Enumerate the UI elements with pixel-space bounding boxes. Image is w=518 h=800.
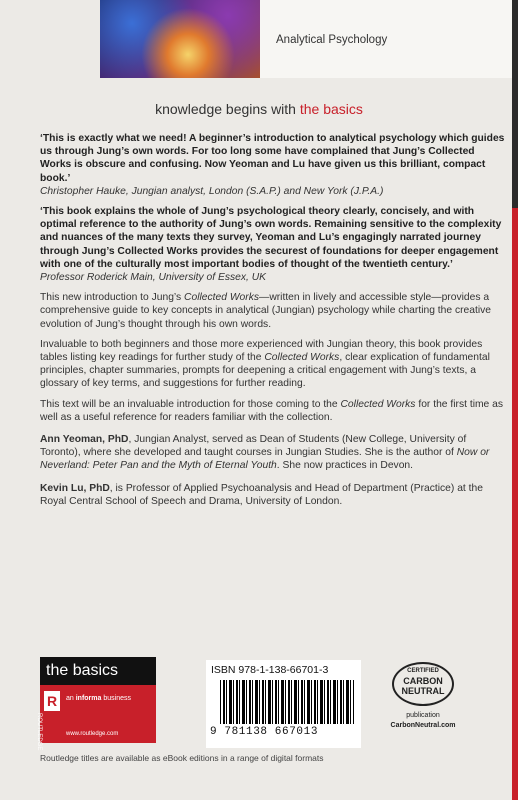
description-paragraph xyxy=(40,398,505,424)
publisher-logo xyxy=(36,657,156,751)
endorsement-attribution: Professor Roderick Main, University of Essex, UK xyxy=(40,272,267,284)
text-run: business xyxy=(101,695,131,702)
seal-publication: publication xyxy=(406,712,440,719)
author-bio xyxy=(40,482,505,508)
seal-neutral: NEUTRAL xyxy=(401,686,445,696)
endorsement-quote: ‘This book explains the whole of Jung’s psychological theory clearly, concisely, and with optimal reference to the authority of Jung’s own words. Remaining sensitive to the complexity and nuances of the many texts they survey, Yeoman and Lu’s engagingly narrated journey through Jung’s Collected Works provides the securest of foundations for deeper engagement with one of the culturally most important bodies of thought of the twentieth century.’ xyxy=(40,206,502,270)
seal-certified: CERTIFIED xyxy=(407,668,439,674)
title-emphasis: Collected Works xyxy=(340,398,416,410)
text-run: an xyxy=(66,695,76,702)
publisher-url: www.routledge.com xyxy=(66,731,119,737)
back-cover-text xyxy=(40,132,505,508)
endorsement-attribution: Christopher Hauke, Jungian analyst, London (S.A.P.) and New York (J.P.A.) xyxy=(40,185,384,197)
tagline-prefix: knowledge begins with xyxy=(155,101,296,117)
informa-line xyxy=(66,695,131,702)
series-logo: the basics xyxy=(40,657,156,685)
tagline xyxy=(0,101,518,117)
cover-artwork xyxy=(100,0,260,78)
barcode-number: 9 781138 667013 xyxy=(210,726,319,738)
text-run: This new introduction to Jung’s xyxy=(40,292,185,304)
author-name: Kevin Lu, PhD xyxy=(40,482,110,494)
ebook-note: Routledge titles are available as eBook editions in a range of digital formats xyxy=(40,753,324,763)
isbn-label: ISBN 978-1-138-66701-3 xyxy=(211,664,329,676)
description-paragraph xyxy=(40,291,505,331)
author-name: Ann Yeoman, PhD xyxy=(40,434,129,446)
text-run: , is Professor of Applied Psychoanalysis and Head of Department (Practice) at the Royal Central School of Speech and Drama, University of London. xyxy=(40,482,483,507)
title-emphasis: Collected Works xyxy=(184,292,260,304)
text-run: This text will be an invaluable introduction for those coming to the xyxy=(40,398,341,410)
informa-name: informa xyxy=(75,695,102,702)
routledge-panel xyxy=(36,685,156,751)
text-run: for the first time as well as a useful reference for readers familiar with the collection. xyxy=(40,398,504,423)
carbon-neutral-seal-icon xyxy=(392,662,454,706)
barcode-panel xyxy=(206,660,361,748)
text-run: —written in lively and accessible style—provides a comprehensive guide to key concepts in analytical (Jungian) psychology while charting the creative evolution of Jung’s thought through his own words. xyxy=(40,292,492,330)
routledge-wordmark: ROUTLEDGE xyxy=(36,713,42,751)
text-run: Invaluable to both beginners and those more experienced with Jungian theory, this book provides tables listing key readings for further study of the xyxy=(40,338,483,364)
endorsement-quote: ‘This is exactly what we need! A beginner’s introduction to analytical psychology which guides us through Jung’s own words. For too long some have complained that Jung’s Collected Works is obscure and confusing. Now Yeoman and Lu have given us this brilliant, compact book.’ xyxy=(40,133,505,184)
carbon-neutral-badge xyxy=(368,662,478,752)
description-paragraph xyxy=(40,338,505,391)
tagline-accent: the basics xyxy=(299,101,363,117)
title-emphasis: Now or Neverland: Peter Pan and the Myth of Eternal Youth xyxy=(40,447,490,472)
text-run: , clear explication of fundamental principles, chapter summaries, prompts for deepening a critical engagement with Jung’s texts, a glossary of key terms, and suggestions for further reading. xyxy=(40,352,490,390)
spine-edge xyxy=(512,0,518,800)
title-emphasis: Collected Works xyxy=(264,352,340,364)
seal-url: CarbonNeutral.com xyxy=(390,722,456,729)
seal-carbon: CARBON xyxy=(403,676,443,686)
routledge-r-icon: R xyxy=(44,691,60,711)
text-run: . She now practices in Devon. xyxy=(276,460,414,472)
author-bio xyxy=(40,433,505,473)
barcode-icon xyxy=(220,680,354,724)
series-label: Analytical Psychology xyxy=(276,34,388,46)
text-run: , Jungian Analyst, served as Dean of Students (New College, University of Toronto), where she developed and taught courses in Jungian Studies. She is the author of xyxy=(40,434,467,459)
